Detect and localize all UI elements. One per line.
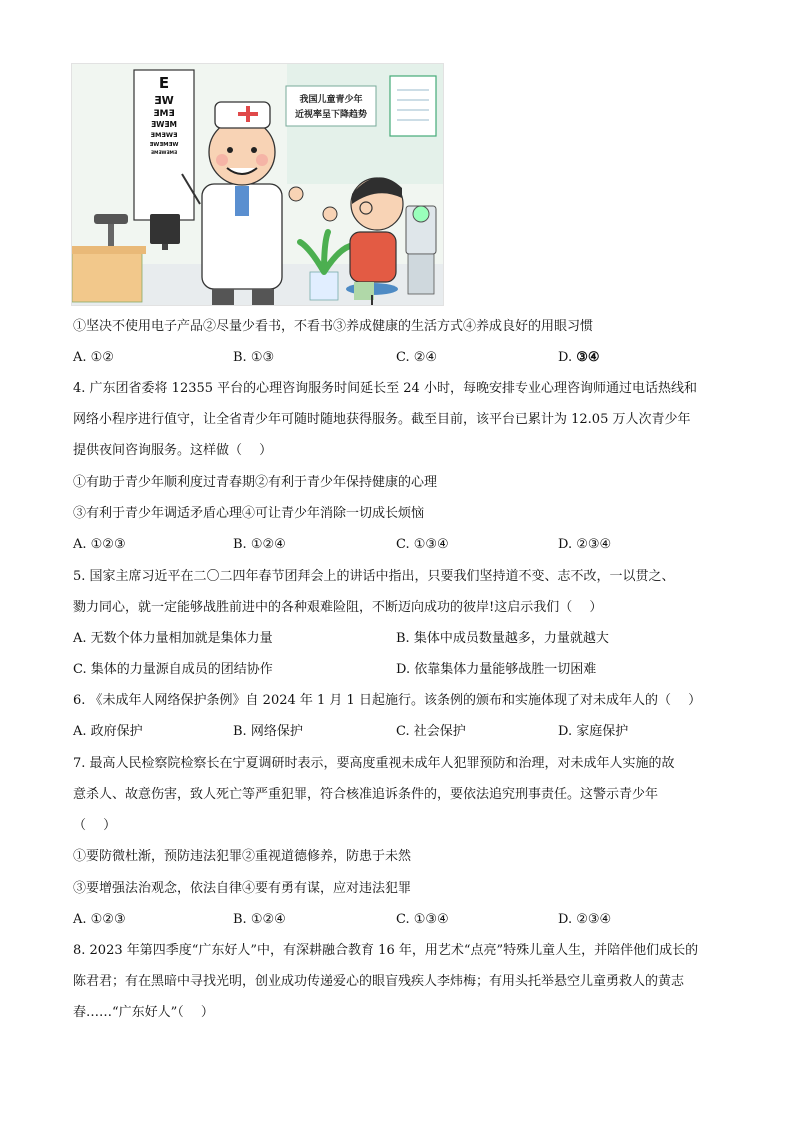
q4-line-1: 4. 广东团省委将 12355 平台的心理咨询服务时间延长至 24 小时，每晚安排专业心理咨询师通过电话热线和 <box>73 381 697 396</box>
q5-option-b[interactable]: B. 集体中成员数量越多，力量就越大 <box>396 631 609 646</box>
q6-option-c[interactable]: C. 社会保护 <box>396 724 466 739</box>
q6-option-d[interactable]: D. 家庭保护 <box>558 724 629 739</box>
q3-statements: ①坚决不使用电子产品②尽量少看书，不看书③养成健康的生活方式④养成良好的用眼习惯 <box>73 319 594 334</box>
q5-option-d[interactable]: D. 依靠集体力量能够战胜一切困难 <box>396 662 597 677</box>
q4-option-b[interactable]: B. ①②④ <box>233 537 286 552</box>
q8-line-1: 8. 2023 年第四季度“广东好人”中，有深耕融合教育 16 年，用艺术“点亮”特殊儿童人生，并陪伴他们成长的 <box>73 943 699 958</box>
eye-chart-row-5: ƎMƎWƎ <box>150 131 178 139</box>
q3-option-d-prefix: D. <box>558 350 577 365</box>
q4-line-2: 网络小程序进行值守，让全省青少年可随时随地获得服务。截至目前，该平台已累计为 12.05 万人次青少年 <box>73 412 691 427</box>
q8-line-3: 春……“广东好人”（ ） <box>73 1005 214 1020</box>
q5-option-c[interactable]: C. 集体的力量源自成员的团结协作 <box>73 662 273 677</box>
q7-option-b[interactable]: B. ①②④ <box>233 912 286 927</box>
q4-option-a[interactable]: A. ①②③ <box>73 537 126 552</box>
cartoon-caption-line2: 近视率呈下降趋势 <box>294 110 368 120</box>
q8-line-2: 陈君君；有在黑暗中寻找光明，创业成功传递爱心的眼盲残疾人李炜梅；有用头托举悬空儿童勇救人的黄志 <box>73 974 685 989</box>
q3-option-a[interactable]: A. ①② <box>73 350 114 365</box>
eye-chart-row-7: ƎMƎWƎMƎ <box>150 151 178 156</box>
q7-line-2: 意杀人、故意伤害，致人死亡等严重犯罪，符合核准追诉条件的，要依法追究刑事责任。这警示青少年 <box>73 787 659 802</box>
q6-option-a[interactable]: A. 政府保护 <box>73 724 143 739</box>
q3-option-c[interactable]: C. ②④ <box>396 350 438 365</box>
q3-option-d-bold: ③④ <box>576 350 600 365</box>
q4-option-d[interactable]: D. ②③④ <box>558 537 612 552</box>
q7-line-1: 7. 最高人民检察院检察长在宁夏调研时表示，要高度重视未成年人犯罪预防和治理，对未成年人实施的故 <box>73 756 675 771</box>
q7-option-c[interactable]: C. ①③④ <box>396 912 449 927</box>
q3-option-b[interactable]: B. ①③ <box>233 350 275 365</box>
eye-chart-row-6: ƎWƎMƎW <box>149 142 179 148</box>
doctor-cartoon-image <box>72 64 443 305</box>
q7-statement-1: ①要防微杜渐，预防违法犯罪②重视道德修养，防患于未然 <box>73 849 412 864</box>
eye-chart-row-1: E <box>158 74 170 92</box>
q7-option-a[interactable]: A. ①②③ <box>73 912 126 927</box>
q5-line-2: 勠力同心，就一定能够战胜前进中的各种艰难险阻，不断迈向成功的彼岸!这启示我们（ ） <box>73 600 603 615</box>
q7-option-d[interactable]: D. ②③④ <box>558 912 612 927</box>
q3-option-d[interactable] <box>558 349 600 367</box>
q5-line-1: 5. 国家主席习近平在二〇二四年春节团拜会上的讲话中指出，只要我们坚持道不变、志不改，一以贯之、 <box>73 569 675 584</box>
cartoon-caption-line1: 我国儿童青少年 <box>299 95 363 105</box>
q5-option-a[interactable]: A. 无数个体力量相加就是集体力量 <box>73 631 273 646</box>
q7-statement-2: ③要增强法治观念，依法自律④要有勇有谋，应对违法犯罪 <box>73 881 412 896</box>
q4-statement-1: ①有助于青少年顺利度过青春期②有利于青少年保持健康的心理 <box>73 475 438 490</box>
eye-chart-row-3: ƎMƎ <box>153 109 175 119</box>
q4-statement-2: ③有利于青少年调适矛盾心理④可让青少年消除一切成长烦恼 <box>73 506 425 521</box>
q4-line-3: 提供夜间咨询服务。这样做（ ） <box>73 443 273 458</box>
eye-chart-row-4: ƎWƎM <box>151 120 177 129</box>
q6-line-1: 6. 《未成年人网络保护条例》自 2024 年 1 月 1 日起施行。该条例的颁布和实施体现了对未成年人的（ ） <box>73 693 702 708</box>
q7-line-3: （ ） <box>73 818 117 833</box>
q4-option-c[interactable]: C. ①③④ <box>396 537 449 552</box>
cartoon-illustration <box>71 63 444 306</box>
q6-option-b[interactable]: B. 网络保护 <box>233 724 303 739</box>
eye-chart-row-2: ƎW <box>154 94 174 107</box>
